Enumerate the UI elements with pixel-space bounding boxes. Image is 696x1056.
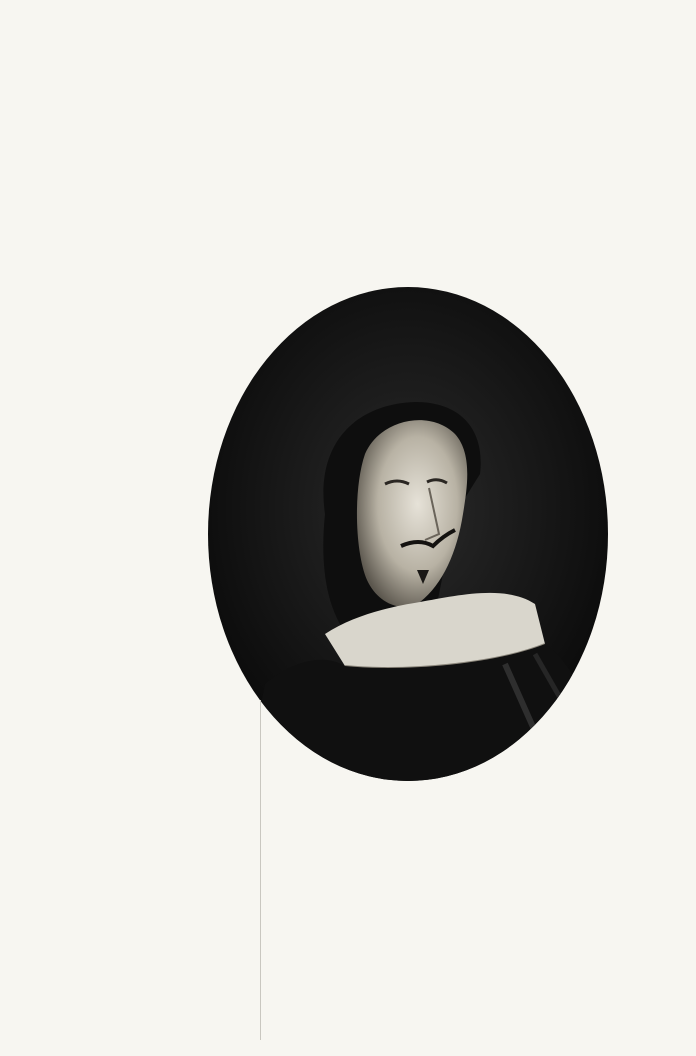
portrait-image bbox=[205, 284, 611, 784]
portrait-figure bbox=[205, 284, 611, 784]
page-crease bbox=[260, 700, 261, 1040]
page-header bbox=[0, 36, 696, 58]
